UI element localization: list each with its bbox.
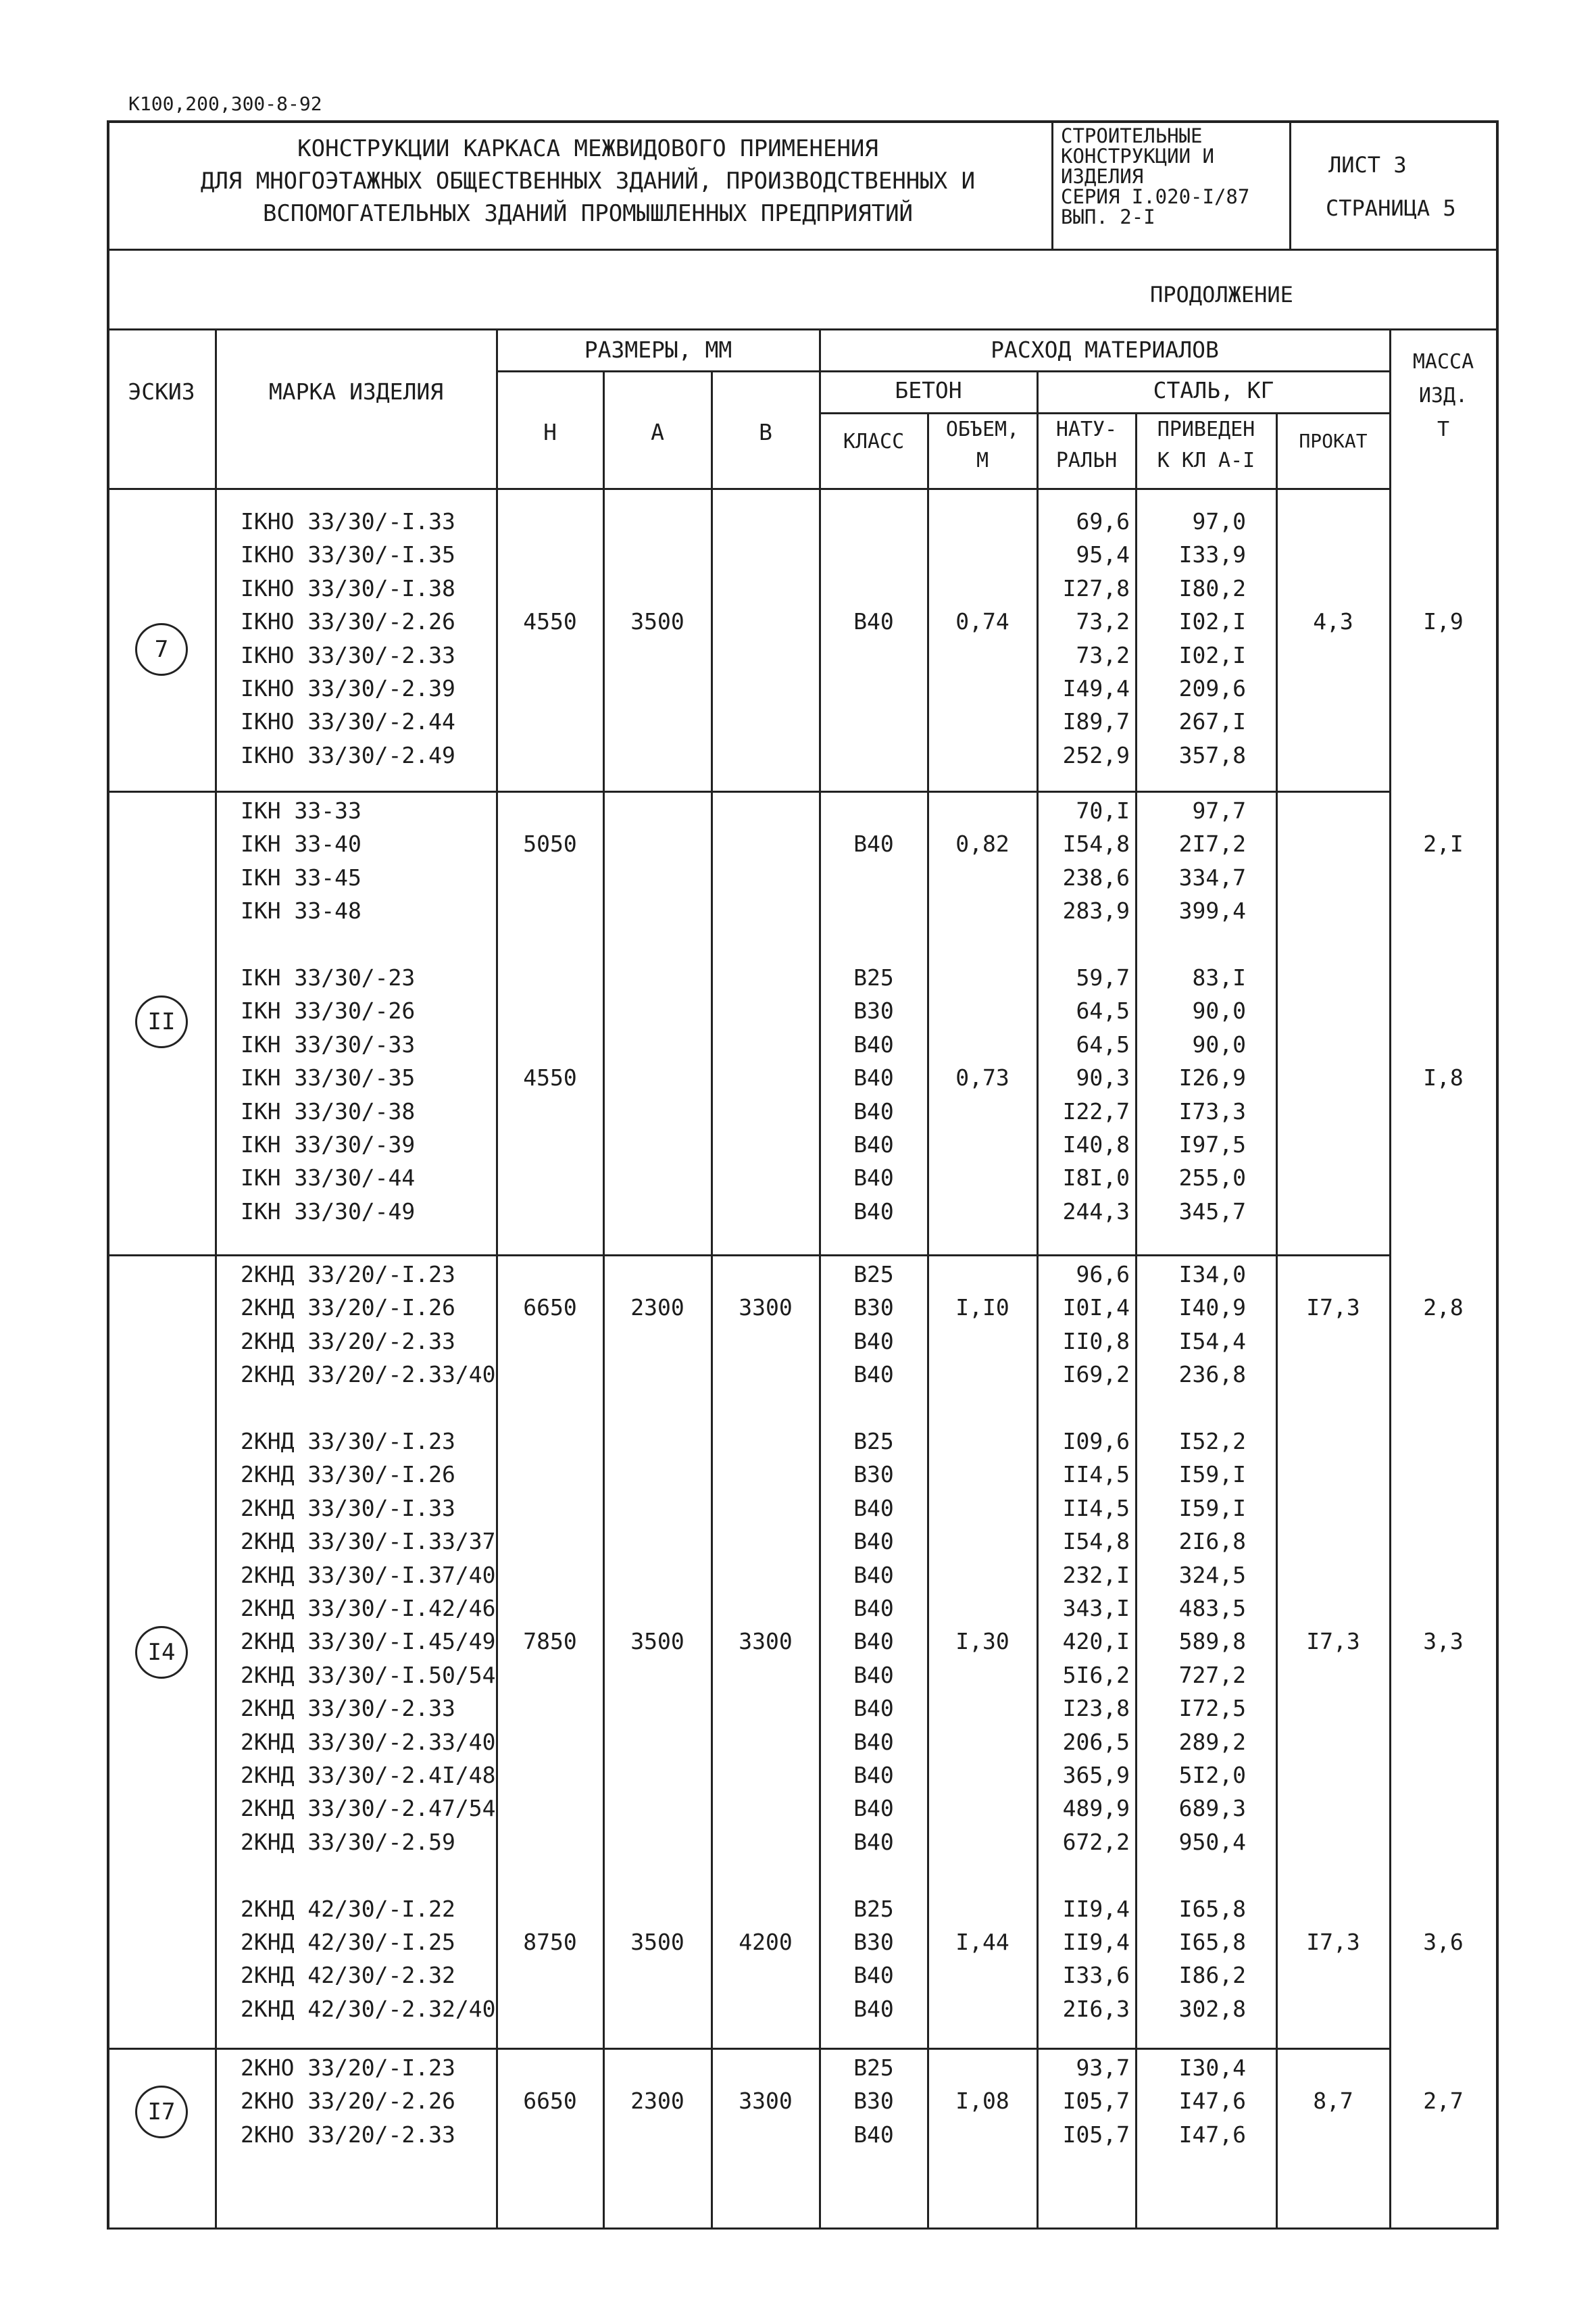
product-mark: IКНО 33/30/-I.35 bbox=[241, 541, 455, 568]
concrete-class: В25 bbox=[853, 1895, 894, 1922]
rolled-steel: I7,3 bbox=[1306, 1628, 1360, 1655]
steel-reduced: I65,8 bbox=[1178, 1895, 1246, 1922]
concrete-class: В40 bbox=[853, 1031, 894, 1058]
steel-reduced: I02,I bbox=[1178, 608, 1246, 635]
product-mark: 2КНД 33/30/-2.47/54 bbox=[241, 1795, 496, 1822]
steel-reduced: I47,6 bbox=[1178, 2121, 1246, 2148]
steel-natural: II9,4 bbox=[1062, 1929, 1130, 1955]
product-mass: 2,8 bbox=[1423, 1294, 1464, 1321]
col-header-mass-1: МАССА bbox=[1412, 350, 1474, 374]
concrete-class: В40 bbox=[853, 1528, 894, 1555]
steel-reduced: 236,8 bbox=[1178, 1361, 1246, 1388]
rolled-steel: I7,3 bbox=[1306, 1929, 1360, 1955]
steel-reduced: I40,9 bbox=[1178, 1294, 1246, 1321]
steel-reduced: I97,5 bbox=[1178, 1131, 1246, 1158]
steel-natural: 69,6 bbox=[1076, 508, 1130, 535]
steel-natural: 206,5 bbox=[1062, 1728, 1130, 1755]
rolled-steel: 8,7 bbox=[1313, 2088, 1353, 2115]
steel-natural: I49,4 bbox=[1062, 675, 1130, 701]
concrete-class: В40 bbox=[853, 2121, 894, 2148]
concrete-class: В40 bbox=[853, 1198, 894, 1225]
product-mark: IКНО 33/30/-2.44 bbox=[241, 708, 455, 735]
concrete-class: В30 bbox=[853, 998, 894, 1025]
row-line-materials bbox=[819, 370, 1391, 372]
steel-reduced: I59,I bbox=[1178, 1461, 1246, 1488]
group-separator bbox=[107, 2048, 1391, 2050]
page-number: СТРАНИЦА 5 bbox=[1326, 195, 1456, 221]
product-mark: IКНО 33/30/-I.33 bbox=[241, 508, 455, 535]
product-mark: 2КНД 33/30/-I.33 bbox=[241, 1494, 455, 1521]
dimension-b: 3300 bbox=[739, 1294, 793, 1321]
steel-natural: I09,6 bbox=[1062, 1428, 1130, 1454]
product-mark: 2КНД 42/30/-I.22 bbox=[241, 1895, 455, 1922]
series-line-4: СЕРИЯ I.020-I/87 bbox=[1061, 185, 1250, 208]
concrete-class: В40 bbox=[853, 1131, 894, 1158]
steel-reduced: I80,2 bbox=[1178, 574, 1246, 601]
product-mark: IКН 33/30/-33 bbox=[241, 1031, 416, 1058]
frame-right bbox=[1496, 120, 1499, 2229]
col-line-sketch bbox=[215, 328, 217, 2229]
steel-natural: 93,7 bbox=[1076, 2054, 1130, 2081]
steel-natural: 70,I bbox=[1076, 797, 1130, 824]
steel-natural: 365,9 bbox=[1062, 1762, 1130, 1788]
steel-reduced: I47,6 bbox=[1178, 2088, 1246, 2115]
dimension-a: 2300 bbox=[630, 1294, 684, 1321]
group-separator bbox=[107, 1254, 1391, 1256]
steel-reduced: I86,2 bbox=[1178, 1962, 1246, 1989]
col-header-b: В bbox=[759, 419, 772, 445]
steel-natural: 64,5 bbox=[1076, 998, 1130, 1025]
steel-natural: I69,2 bbox=[1062, 1361, 1130, 1388]
concrete-class: В40 bbox=[853, 608, 894, 635]
product-mark: IКНО 33/30/-2.39 bbox=[241, 675, 455, 701]
product-mark: IКН 33/30/-23 bbox=[241, 964, 416, 991]
steel-natural: 420,I bbox=[1062, 1628, 1130, 1655]
steel-reduced: 90,0 bbox=[1192, 1031, 1246, 1058]
concrete-class: В40 bbox=[853, 1064, 894, 1091]
concrete-class: В40 bbox=[853, 1164, 894, 1191]
product-mark: 2КНО 33/20/-2.26 bbox=[241, 2088, 455, 2115]
steel-natural: I54,8 bbox=[1062, 831, 1130, 858]
product-mark: 2КНД 33/30/-I.50/54 bbox=[241, 1661, 496, 1688]
dimension-b: 3300 bbox=[739, 1628, 793, 1655]
steel-natural: I54,8 bbox=[1062, 1528, 1130, 1555]
sketch-number-badge: 7 bbox=[135, 623, 188, 676]
steel-natural: 59,7 bbox=[1076, 964, 1130, 991]
product-mark: 2КНД 42/30/-2.32 bbox=[241, 1962, 455, 1989]
steel-natural: I33,6 bbox=[1062, 1962, 1130, 1989]
steel-natural: 64,5 bbox=[1076, 1031, 1130, 1058]
steel-natural: 489,9 bbox=[1062, 1795, 1130, 1822]
col-header-mass-3: Т bbox=[1437, 418, 1450, 441]
continuation-label: ПРОДОЛЖЕНИЕ bbox=[1150, 282, 1293, 307]
product-mark: IКН 33/30/-39 bbox=[241, 1131, 416, 1158]
dimension-h: 6650 bbox=[523, 2088, 577, 2115]
steel-reduced: I72,5 bbox=[1178, 1695, 1246, 1722]
steel-reduced: 267,I bbox=[1178, 708, 1246, 735]
sheet-number: ЛИСТ 3 bbox=[1328, 152, 1407, 178]
steel-reduced: 2I7,2 bbox=[1178, 831, 1246, 858]
steel-natural: 252,9 bbox=[1062, 741, 1130, 768]
product-mark: 2КНД 33/30/-I.26 bbox=[241, 1461, 455, 1488]
steel-reduced: I34,0 bbox=[1178, 1261, 1246, 1287]
steel-reduced: 399,4 bbox=[1178, 897, 1246, 925]
product-mark: 2КНД 33/30/-I.33/37 bbox=[241, 1528, 496, 1555]
col-header-natural-2: РАЛЬН bbox=[1055, 449, 1118, 472]
steel-natural: 73,2 bbox=[1076, 641, 1130, 668]
steel-natural: II9,4 bbox=[1062, 1895, 1130, 1922]
rolled-steel: 4,3 bbox=[1313, 608, 1353, 635]
concrete-class: В40 bbox=[853, 1661, 894, 1688]
table-header-bottom bbox=[107, 488, 1391, 490]
concrete-class: В30 bbox=[853, 1294, 894, 1321]
steel-reduced: 97,0 bbox=[1192, 508, 1246, 535]
steel-reduced: 345,7 bbox=[1178, 1198, 1246, 1225]
col-header-natural-1: НАТУ- bbox=[1055, 418, 1118, 441]
product-mark: 2КНД 42/30/-2.32/40 bbox=[241, 1995, 496, 2022]
concrete-class: В40 bbox=[853, 1628, 894, 1655]
concrete-volume: 0,73 bbox=[955, 1064, 1009, 1091]
steel-natural: 96,6 bbox=[1076, 1261, 1130, 1287]
steel-natural: 5I6,2 bbox=[1062, 1661, 1130, 1688]
steel-natural: I23,8 bbox=[1062, 1695, 1130, 1722]
col-header-a: А bbox=[651, 419, 664, 445]
steel-reduced: 209,6 bbox=[1178, 675, 1246, 701]
steel-reduced: 90,0 bbox=[1192, 998, 1246, 1025]
concrete-class: В25 bbox=[853, 1261, 894, 1287]
col-header-materials: РАСХОД МАТЕРИАЛОВ bbox=[991, 337, 1219, 363]
frame-series-divider bbox=[1051, 120, 1053, 249]
dimension-h: 4550 bbox=[523, 1064, 577, 1091]
col-header-volume-1: ОБЪЕМ, bbox=[945, 418, 1020, 441]
concrete-class: В40 bbox=[853, 1962, 894, 1989]
steel-reduced: 97,7 bbox=[1192, 797, 1246, 824]
product-mass: I,9 bbox=[1423, 608, 1464, 635]
row-line-concrete-steel bbox=[819, 412, 1391, 414]
concrete-class: В30 bbox=[853, 2088, 894, 2115]
col-header-volume-2: М bbox=[976, 449, 989, 472]
product-mark: IКНО 33/30/-I.38 bbox=[241, 574, 455, 601]
concrete-class: В40 bbox=[853, 1327, 894, 1354]
series-line-2: КОНСТРУКЦИИ И bbox=[1061, 145, 1214, 168]
row-line-sizes bbox=[496, 370, 819, 372]
steel-reduced: 727,2 bbox=[1178, 1661, 1246, 1688]
product-mark: 2КНО 33/20/-I.23 bbox=[241, 2054, 455, 2081]
steel-reduced: I02,I bbox=[1178, 641, 1246, 668]
dimension-h: 7850 bbox=[523, 1628, 577, 1655]
product-mark: 2КНД 33/20/-I.23 bbox=[241, 1261, 455, 1287]
steel-natural: 343,I bbox=[1062, 1595, 1130, 1621]
concrete-volume: 0,82 bbox=[955, 831, 1009, 858]
concrete-class: В30 bbox=[853, 1461, 894, 1488]
dimension-h: 8750 bbox=[523, 1929, 577, 1955]
col-header-h: Н bbox=[543, 419, 557, 445]
product-mark: 2КНД 33/20/-I.26 bbox=[241, 1294, 455, 1321]
product-mark: IКН 33/30/-35 bbox=[241, 1064, 416, 1091]
steel-reduced: I54,4 bbox=[1178, 1327, 1246, 1354]
steel-natural: II4,5 bbox=[1062, 1494, 1130, 1521]
col-header-concrete: БЕТОН bbox=[895, 377, 962, 403]
doc-code: К100,200,300-8-92 bbox=[128, 93, 322, 115]
concrete-class: В40 bbox=[853, 1098, 894, 1125]
steel-reduced: I52,2 bbox=[1178, 1428, 1246, 1454]
product-mark: 2КНД 33/30/-I.45/49 bbox=[241, 1628, 496, 1655]
col-header-mark: МАРКА ИЗДЕЛИЯ bbox=[268, 378, 444, 405]
product-mass: 3,6 bbox=[1423, 1929, 1464, 1955]
steel-natural: I0I,4 bbox=[1062, 1294, 1130, 1321]
dimension-h: 4550 bbox=[523, 608, 577, 635]
steel-reduced: 83,I bbox=[1192, 964, 1246, 991]
col-header-mass-2: ИЗД. bbox=[1418, 384, 1468, 408]
sketch-number-badge: II bbox=[135, 995, 188, 1048]
dimension-a: 2300 bbox=[630, 2088, 684, 2115]
sketch-number-badge: I7 bbox=[135, 2086, 188, 2138]
steel-natural: I89,7 bbox=[1062, 708, 1130, 735]
steel-natural: 73,2 bbox=[1076, 608, 1130, 635]
steel-natural: 238,6 bbox=[1062, 864, 1130, 891]
concrete-class: В30 bbox=[853, 1929, 894, 1955]
steel-natural: I05,7 bbox=[1062, 2121, 1130, 2148]
steel-reduced: 255,0 bbox=[1178, 1164, 1246, 1191]
steel-reduced: 950,4 bbox=[1178, 1828, 1246, 1855]
product-mark: IКН 33-40 bbox=[241, 831, 361, 858]
rolled-steel: I7,3 bbox=[1306, 1294, 1360, 1321]
steel-reduced: I33,9 bbox=[1178, 541, 1246, 568]
steel-natural: 2I6,3 bbox=[1062, 1995, 1130, 2022]
dimension-b: 4200 bbox=[739, 1929, 793, 1955]
product-mark: 2КНД 33/30/-I.42/46 bbox=[241, 1595, 496, 1621]
steel-reduced: 689,3 bbox=[1178, 1795, 1246, 1822]
steel-natural: I22,7 bbox=[1062, 1098, 1130, 1125]
product-mark: IКН 33/30/-44 bbox=[241, 1164, 416, 1191]
steel-natural: II0,8 bbox=[1062, 1327, 1130, 1354]
series-line-3: ИЗДЕЛИЯ bbox=[1061, 165, 1144, 188]
series-line-1: СТРОИТЕЛЬНЫЕ bbox=[1061, 124, 1203, 147]
steel-natural: 244,3 bbox=[1062, 1198, 1130, 1225]
product-mass: 2,7 bbox=[1423, 2088, 1464, 2115]
document-title bbox=[135, 132, 1041, 230]
title-line-3: ВСПОМОГАТЕЛЬНЫХ ЗДАНИЙ ПРОМЫШЛЕННЫХ ПРЕДПРИЯТИЙ bbox=[262, 200, 914, 227]
product-mark: 2КНД 33/30/-2.33 bbox=[241, 1695, 455, 1722]
product-mark: IКНО 33/30/-2.33 bbox=[241, 641, 455, 668]
product-mark: 2КНД 33/20/-2.33/40 bbox=[241, 1361, 496, 1388]
concrete-class: В40 bbox=[853, 1762, 894, 1788]
steel-reduced: 334,7 bbox=[1178, 864, 1246, 891]
product-mark: 2КНД 33/30/-2.59 bbox=[241, 1828, 455, 1855]
product-mark: 2КНД 33/30/-I.37/40 bbox=[241, 1561, 496, 1588]
concrete-volume: I,44 bbox=[955, 1929, 1009, 1955]
concrete-class: В25 bbox=[853, 964, 894, 991]
group-separator bbox=[107, 791, 1391, 793]
col-header-sketch: ЭСКИЗ bbox=[128, 378, 195, 405]
concrete-class: В40 bbox=[853, 1728, 894, 1755]
frame-continuation-bottom bbox=[107, 328, 1499, 330]
product-mark: IКН 33-45 bbox=[241, 864, 361, 891]
steel-reduced: 324,5 bbox=[1178, 1561, 1246, 1588]
frame-header-bottom bbox=[107, 249, 1499, 251]
series-line-5: ВЫП. 2-I bbox=[1061, 205, 1155, 228]
concrete-class: В40 bbox=[853, 831, 894, 858]
frame-sheet-divider bbox=[1289, 120, 1291, 249]
steel-reduced: 483,5 bbox=[1178, 1595, 1246, 1621]
steel-reduced: 357,8 bbox=[1178, 741, 1246, 768]
concrete-class: В40 bbox=[853, 1494, 894, 1521]
col-header-class: КЛАСС bbox=[843, 430, 905, 453]
product-mark: 2КНД 42/30/-I.25 bbox=[241, 1929, 455, 1955]
concrete-volume: I,30 bbox=[955, 1628, 1009, 1655]
product-mark: IКН 33/30/-26 bbox=[241, 998, 416, 1025]
concrete-volume: 0,74 bbox=[955, 608, 1009, 635]
product-mark: IКН 33/30/-49 bbox=[241, 1198, 416, 1225]
steel-reduced: 2I6,8 bbox=[1178, 1528, 1246, 1555]
product-mass: 2,I bbox=[1423, 831, 1464, 858]
col-header-steel: СТАЛЬ, КГ bbox=[1153, 377, 1274, 403]
dimension-h: 5050 bbox=[523, 831, 577, 858]
steel-reduced: 302,8 bbox=[1178, 1995, 1246, 2022]
dimension-h: 6650 bbox=[523, 1294, 577, 1321]
col-header-sizes: РАЗМЕРЫ, ММ bbox=[584, 337, 732, 363]
product-mark: IКНО 33/30/-2.49 bbox=[241, 741, 455, 768]
product-mass: I,8 bbox=[1423, 1064, 1464, 1091]
concrete-class: В40 bbox=[853, 1828, 894, 1855]
concrete-class: В40 bbox=[853, 1561, 894, 1588]
steel-reduced: 5I2,0 bbox=[1178, 1762, 1246, 1788]
dimension-a: 3500 bbox=[630, 608, 684, 635]
steel-natural: I40,8 bbox=[1062, 1131, 1130, 1158]
steel-natural: 672,2 bbox=[1062, 1828, 1130, 1855]
steel-reduced: I30,4 bbox=[1178, 2054, 1246, 2081]
concrete-volume: I,I0 bbox=[955, 1294, 1009, 1321]
steel-reduced: I73,3 bbox=[1178, 1098, 1246, 1125]
steel-reduced: I59,I bbox=[1178, 1494, 1246, 1521]
product-mark: IКН 33-33 bbox=[241, 797, 361, 824]
steel-reduced: I26,9 bbox=[1178, 1064, 1246, 1091]
concrete-class: В40 bbox=[853, 1695, 894, 1722]
steel-natural: I27,8 bbox=[1062, 574, 1130, 601]
product-mass: 3,3 bbox=[1423, 1628, 1464, 1655]
concrete-class: В40 bbox=[853, 1595, 894, 1621]
product-mark: IКНО 33/30/-2.26 bbox=[241, 608, 455, 635]
steel-natural: 90,3 bbox=[1076, 1064, 1130, 1091]
product-mark: IКН 33/30/-38 bbox=[241, 1098, 416, 1125]
steel-reduced: 589,8 bbox=[1178, 1628, 1246, 1655]
concrete-class: В25 bbox=[853, 2054, 894, 2081]
steel-reduced: I65,8 bbox=[1178, 1929, 1246, 1955]
dimension-a: 3500 bbox=[630, 1628, 684, 1655]
concrete-class: В40 bbox=[853, 1995, 894, 2022]
steel-natural: I8I,0 bbox=[1062, 1164, 1130, 1191]
frame-bottom bbox=[107, 2227, 1499, 2230]
product-mark: 2КНД 33/30/-2.33/40 bbox=[241, 1728, 496, 1755]
title-line-1: КОНСТРУКЦИИ КАРКАСА МЕЖВИДОВОГО ПРИМЕНЕНИЯ bbox=[297, 135, 878, 162]
concrete-class: В25 bbox=[853, 1428, 894, 1454]
product-mark: 2КНД 33/30/-I.23 bbox=[241, 1428, 455, 1454]
series-block bbox=[1061, 126, 1287, 227]
col-header-rolled: ПРОКАТ bbox=[1299, 430, 1368, 452]
concrete-class: В40 bbox=[853, 1361, 894, 1388]
steel-natural: 283,9 bbox=[1062, 897, 1130, 925]
concrete-class: В40 bbox=[853, 1795, 894, 1822]
col-header-reduced-2: К КЛ А-I bbox=[1157, 449, 1255, 472]
steel-natural: II4,5 bbox=[1062, 1461, 1130, 1488]
product-mark: 2КНД 33/30/-2.4I/48 bbox=[241, 1762, 496, 1788]
col-header-reduced-1: ПРИВЕДЕН bbox=[1157, 418, 1255, 441]
steel-reduced: 289,2 bbox=[1178, 1728, 1246, 1755]
frame-left bbox=[107, 120, 109, 2229]
title-line-2: ДЛЯ МНОГОЭТАЖНЫХ ОБЩЕСТВЕННЫХ ЗДАНИЙ, ПРОИЗВОДСТВЕННЫХ И bbox=[200, 168, 976, 195]
sketch-number-badge: I4 bbox=[135, 1626, 188, 1679]
dimension-b: 3300 bbox=[739, 2088, 793, 2115]
product-mark: IКН 33-48 bbox=[241, 897, 361, 925]
steel-natural: 232,I bbox=[1062, 1561, 1130, 1588]
dimension-a: 3500 bbox=[630, 1929, 684, 1955]
concrete-volume: I,08 bbox=[955, 2088, 1009, 2115]
steel-natural: 95,4 bbox=[1076, 541, 1130, 568]
product-mark: 2КНД 33/20/-2.33 bbox=[241, 1327, 455, 1354]
product-mark: 2КНО 33/20/-2.33 bbox=[241, 2121, 455, 2148]
steel-natural: I05,7 bbox=[1062, 2088, 1130, 2115]
